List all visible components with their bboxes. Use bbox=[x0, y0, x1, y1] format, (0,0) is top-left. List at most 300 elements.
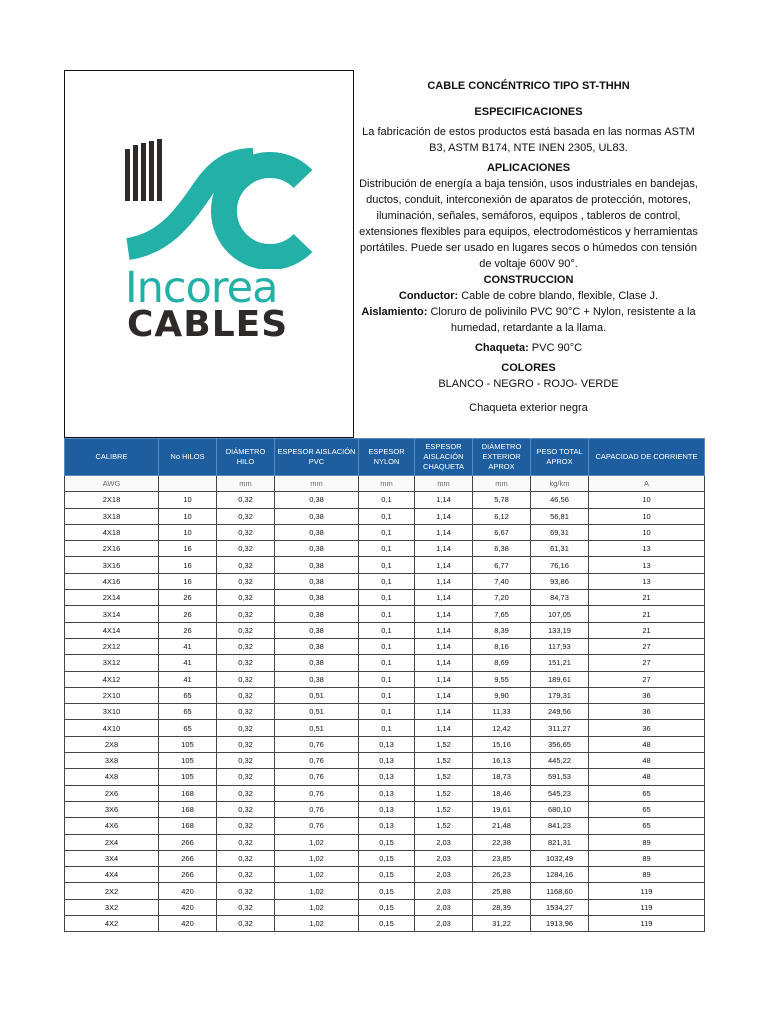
table-cell: 0,38 bbox=[275, 655, 359, 671]
table-cell: 0,32 bbox=[217, 818, 275, 834]
table-cell: 2X14 bbox=[65, 590, 159, 606]
table-cell: 16,13 bbox=[473, 753, 531, 769]
table-cell: 119 bbox=[589, 883, 705, 899]
table-cell: 0,15 bbox=[359, 850, 415, 866]
table-cell: 18,46 bbox=[473, 785, 531, 801]
table-cell: 1,14 bbox=[415, 573, 473, 589]
table-cell: 117,93 bbox=[531, 638, 589, 654]
table-cell: 133,19 bbox=[531, 622, 589, 638]
table-cell: 7,65 bbox=[473, 606, 531, 622]
cable-specs-table bbox=[64, 438, 705, 932]
table-cell: 0,1 bbox=[359, 638, 415, 654]
unit-cell: A bbox=[589, 476, 705, 492]
specifications-panel bbox=[354, 70, 703, 416]
table-cell: 0,1 bbox=[359, 687, 415, 703]
table-cell: 0,1 bbox=[359, 508, 415, 524]
table-cell: 0,38 bbox=[275, 492, 359, 508]
table-cell: 0,13 bbox=[359, 736, 415, 752]
table-header-row bbox=[65, 439, 705, 476]
table-cell: 0,32 bbox=[217, 508, 275, 524]
table-cell: 10 bbox=[159, 508, 217, 524]
table-cell: 1534,27 bbox=[531, 899, 589, 915]
table-cell: 1,14 bbox=[415, 638, 473, 654]
table-cell: 6,67 bbox=[473, 524, 531, 540]
table-row bbox=[65, 899, 705, 915]
unit-cell: mm bbox=[275, 476, 359, 492]
table-cell: 420 bbox=[159, 916, 217, 932]
table-cell: 10 bbox=[159, 492, 217, 508]
table-cell: 16 bbox=[159, 557, 217, 573]
table-cell: 0,76 bbox=[275, 753, 359, 769]
table-cell: 8,39 bbox=[473, 622, 531, 638]
table-cell: 1,52 bbox=[415, 753, 473, 769]
table-row bbox=[65, 492, 705, 508]
table-cell: 11,33 bbox=[473, 704, 531, 720]
table-cell: 0,38 bbox=[275, 541, 359, 557]
table-cell: 3X10 bbox=[65, 704, 159, 720]
aplicaciones-heading: APLICACIONES bbox=[486, 162, 571, 174]
table-cell: 7,40 bbox=[473, 573, 531, 589]
table-cell: 10 bbox=[159, 524, 217, 540]
table-row bbox=[65, 704, 705, 720]
table-row bbox=[65, 622, 705, 638]
table-cell: 0,32 bbox=[217, 590, 275, 606]
table-cell: 0,38 bbox=[275, 573, 359, 589]
table-row bbox=[65, 638, 705, 654]
table-cell: 10 bbox=[589, 492, 705, 508]
table-cell: 0,32 bbox=[217, 753, 275, 769]
table-row bbox=[65, 916, 705, 932]
table-cell: 266 bbox=[159, 834, 217, 850]
unit-cell: mm bbox=[359, 476, 415, 492]
table-row bbox=[65, 720, 705, 736]
table-cell: 0,38 bbox=[275, 590, 359, 606]
table-cell: 311,27 bbox=[531, 720, 589, 736]
table-cell: 0,13 bbox=[359, 801, 415, 817]
table-cell: 0,32 bbox=[217, 850, 275, 866]
table-cell: 1,02 bbox=[275, 883, 359, 899]
table-cell: 356,65 bbox=[531, 736, 589, 752]
table-cell: 445,22 bbox=[531, 753, 589, 769]
brand-name-bottom: CABLES bbox=[127, 304, 289, 345]
table-cell: 1,14 bbox=[415, 606, 473, 622]
table-row bbox=[65, 671, 705, 687]
table-cell: 420 bbox=[159, 883, 217, 899]
table-cell: 0,32 bbox=[217, 720, 275, 736]
table-cell: 0,15 bbox=[359, 883, 415, 899]
table-cell: 0,13 bbox=[359, 769, 415, 785]
table-cell: 23,85 bbox=[473, 850, 531, 866]
table-cell: 16 bbox=[159, 541, 217, 557]
table-cell: 0,15 bbox=[359, 916, 415, 932]
table-cell: 1,02 bbox=[275, 834, 359, 850]
table-cell: 61,31 bbox=[531, 541, 589, 557]
brand-name-top: Incorea bbox=[125, 263, 278, 313]
table-cell: 0,32 bbox=[217, 573, 275, 589]
colores-text: BLANCO - NEGRO - ROJO- VERDE bbox=[438, 378, 619, 390]
table-cell: 3X6 bbox=[65, 801, 159, 817]
chaqueta-label: Chaqueta: bbox=[474, 342, 529, 354]
table-cell: 4X8 bbox=[65, 769, 159, 785]
chaqueta-exterior-text: Chaqueta exterior negra bbox=[469, 402, 588, 414]
table-cell: 1,14 bbox=[415, 687, 473, 703]
aislamiento-text: Cloruro de polivinilo PVC 90°C + Nylon, resistente a la humedad, retardante a la llama. bbox=[427, 306, 696, 334]
table-cell: 179,31 bbox=[531, 687, 589, 703]
table-row bbox=[65, 508, 705, 524]
construccion-heading: CONSTRUCCION bbox=[483, 274, 574, 286]
header-espesor-chaqueta: ESPESOR AISLACIÓN CHAQUETA bbox=[415, 439, 473, 476]
table-cell: 0,32 bbox=[217, 736, 275, 752]
table-cell: 0,38 bbox=[275, 557, 359, 573]
table-cell: 0,15 bbox=[359, 867, 415, 883]
table-cell: 65 bbox=[159, 704, 217, 720]
table-cell: 12,42 bbox=[473, 720, 531, 736]
aplicaciones-text: Distribución de energía a baja tensión, usos industriales en bandejas, ductos, conduit, interconexión de aparatos de protección, motores, iluminación, señales, semáforos, equipos , tableros de control, extensiones flexibles para equipos, electrodomésticos y herramientas portátiles. Puede ser usado en lugares secos o húmedos con tensión de voltaje 600V 90°. bbox=[359, 178, 698, 270]
table-cell: 2X18 bbox=[65, 492, 159, 508]
table-cell: 27 bbox=[589, 671, 705, 687]
table-row bbox=[65, 590, 705, 606]
conductor-text: Cable de cobre blando, flexible, Clase J. bbox=[458, 290, 659, 302]
table-cell: 545,23 bbox=[531, 785, 589, 801]
table-cell: 2X6 bbox=[65, 785, 159, 801]
table-cell: 2X4 bbox=[65, 834, 159, 850]
table-row bbox=[65, 736, 705, 752]
table-cell: 0,32 bbox=[217, 883, 275, 899]
table-cell: 0,15 bbox=[359, 834, 415, 850]
header-no-hilos: No HILOS bbox=[159, 439, 217, 476]
table-row bbox=[65, 557, 705, 573]
table-cell: 18,73 bbox=[473, 769, 531, 785]
table-cell: 1,14 bbox=[415, 704, 473, 720]
table-cell: 0,32 bbox=[217, 557, 275, 573]
table-cell: 4X4 bbox=[65, 867, 159, 883]
table-cell: 2,03 bbox=[415, 834, 473, 850]
table-cell: 2X2 bbox=[65, 883, 159, 899]
table-cell: 105 bbox=[159, 769, 217, 785]
table-cell: 0,32 bbox=[217, 492, 275, 508]
table-cell: 21,48 bbox=[473, 818, 531, 834]
table-cell: 4X2 bbox=[65, 916, 159, 932]
table-cell: 56,81 bbox=[531, 508, 589, 524]
header-espesor-pvc: ESPESOR AISLACIÓN PVC bbox=[275, 439, 359, 476]
table-cell: 0,1 bbox=[359, 541, 415, 557]
table-cell: 1,14 bbox=[415, 541, 473, 557]
table-cell: 1,14 bbox=[415, 524, 473, 540]
table-cell: 0,32 bbox=[217, 785, 275, 801]
table-cell: 0,76 bbox=[275, 801, 359, 817]
table-cell: 41 bbox=[159, 671, 217, 687]
table-cell: 105 bbox=[159, 753, 217, 769]
table-cell: 0,38 bbox=[275, 524, 359, 540]
table-row bbox=[65, 867, 705, 883]
table-cell: 1,52 bbox=[415, 785, 473, 801]
table-cell: 168 bbox=[159, 818, 217, 834]
table-cell: 0,1 bbox=[359, 622, 415, 638]
chaqueta-line bbox=[354, 340, 703, 356]
table-row bbox=[65, 541, 705, 557]
table-cell: 4X14 bbox=[65, 622, 159, 638]
table-cell: 2X12 bbox=[65, 638, 159, 654]
unit-cell: kg/km bbox=[531, 476, 589, 492]
table-cell: 2,03 bbox=[415, 850, 473, 866]
table-cell: 65 bbox=[159, 720, 217, 736]
table-cell: 0,13 bbox=[359, 785, 415, 801]
unit-cell bbox=[159, 476, 217, 492]
table-cell: 1,14 bbox=[415, 590, 473, 606]
table-cell: 0,13 bbox=[359, 818, 415, 834]
table-cell: 93,86 bbox=[531, 573, 589, 589]
table-cell: 3X2 bbox=[65, 899, 159, 915]
table-cell: 1,52 bbox=[415, 801, 473, 817]
header-diametro-hilo: DIÁMETRO HILO bbox=[217, 439, 275, 476]
table-cell: 0,38 bbox=[275, 622, 359, 638]
aislamiento-label: Aislamiento: bbox=[361, 306, 428, 318]
table-cell: 3X4 bbox=[65, 850, 159, 866]
table-cell: 0,32 bbox=[217, 704, 275, 720]
table-cell: 1,02 bbox=[275, 867, 359, 883]
table-cell: 19,61 bbox=[473, 801, 531, 817]
table-cell: 420 bbox=[159, 899, 217, 915]
header-capacidad-corriente: CAPACIDAD DE CORRIENTE bbox=[589, 439, 705, 476]
table-cell: 821,31 bbox=[531, 834, 589, 850]
table-cell: 0,32 bbox=[217, 916, 275, 932]
table-cell: 0,32 bbox=[217, 671, 275, 687]
table-cell: 6,77 bbox=[473, 557, 531, 573]
table-cell: 6,12 bbox=[473, 508, 531, 524]
table-cell: 0,32 bbox=[217, 606, 275, 622]
unit-cell: mm bbox=[473, 476, 531, 492]
table-cell: 107,05 bbox=[531, 606, 589, 622]
table-cell: 189,61 bbox=[531, 671, 589, 687]
table-cell: 266 bbox=[159, 850, 217, 866]
table-cell: 1032,49 bbox=[531, 850, 589, 866]
table-cell: 1,52 bbox=[415, 736, 473, 752]
table-cell: 1,14 bbox=[415, 655, 473, 671]
aislamiento-line bbox=[354, 304, 703, 336]
table-cell: 0,32 bbox=[217, 622, 275, 638]
table-cell: 48 bbox=[589, 736, 705, 752]
table-cell: 48 bbox=[589, 769, 705, 785]
table-cell: 13 bbox=[589, 573, 705, 589]
table-cell: 1,14 bbox=[415, 671, 473, 687]
table-cell: 26,23 bbox=[473, 867, 531, 883]
table-row bbox=[65, 753, 705, 769]
table-row bbox=[65, 818, 705, 834]
table-row bbox=[65, 785, 705, 801]
table-cell: 1,52 bbox=[415, 818, 473, 834]
table-cell: 1913,96 bbox=[531, 916, 589, 932]
conductor-line bbox=[354, 288, 703, 304]
table-cell: 1168,60 bbox=[531, 883, 589, 899]
table-cell: 249,56 bbox=[531, 704, 589, 720]
logo-panel bbox=[64, 70, 354, 438]
table-cell: 0,32 bbox=[217, 834, 275, 850]
units-row bbox=[65, 476, 705, 492]
table-cell: 89 bbox=[589, 867, 705, 883]
table-row bbox=[65, 606, 705, 622]
table-cell: 26 bbox=[159, 606, 217, 622]
table-cell: 4X10 bbox=[65, 720, 159, 736]
table-cell: 0,32 bbox=[217, 524, 275, 540]
table-cell: 1,14 bbox=[415, 508, 473, 524]
table-cell: 15,16 bbox=[473, 736, 531, 752]
table-cell: 8,69 bbox=[473, 655, 531, 671]
chaqueta-text: PVC 90°C bbox=[528, 342, 583, 354]
table-cell: 65 bbox=[159, 687, 217, 703]
table-cell: 1,02 bbox=[275, 916, 359, 932]
table-row bbox=[65, 655, 705, 671]
table-cell: 21 bbox=[589, 622, 705, 638]
table-cell: 69,31 bbox=[531, 524, 589, 540]
header-diametro-exterior: DIÁMETRO EXTERIOR APROX bbox=[473, 439, 531, 476]
table-cell: 28,39 bbox=[473, 899, 531, 915]
table-cell: 1,02 bbox=[275, 899, 359, 915]
table-cell: 0,38 bbox=[275, 671, 359, 687]
table-cell: 1,14 bbox=[415, 622, 473, 638]
table-cell: 0,1 bbox=[359, 573, 415, 589]
table-cell: 36 bbox=[589, 687, 705, 703]
table-cell: 0,32 bbox=[217, 801, 275, 817]
table-cell: 2,03 bbox=[415, 916, 473, 932]
table-cell: 3X16 bbox=[65, 557, 159, 573]
table-cell: 27 bbox=[589, 638, 705, 654]
table-cell: 0,1 bbox=[359, 671, 415, 687]
table-cell: 0,32 bbox=[217, 769, 275, 785]
table-cell: 0,76 bbox=[275, 785, 359, 801]
table-cell: 10 bbox=[589, 508, 705, 524]
table-cell: 84,73 bbox=[531, 590, 589, 606]
table-cell: 151,21 bbox=[531, 655, 589, 671]
especificaciones-text: La fabricación de estos productos está basada en las normas ASTM B3, ASTM B174, NTE INEN 2305, UL83. bbox=[362, 126, 695, 154]
table-cell: 7,20 bbox=[473, 590, 531, 606]
table-cell: 2X16 bbox=[65, 541, 159, 557]
table-cell: 1,14 bbox=[415, 492, 473, 508]
table-cell: 3X18 bbox=[65, 508, 159, 524]
header-calibre: CALIBRE bbox=[65, 439, 159, 476]
table-cell: 0,1 bbox=[359, 704, 415, 720]
table-cell: 1,14 bbox=[415, 557, 473, 573]
table-cell: 0,32 bbox=[217, 541, 275, 557]
table-cell: 65 bbox=[589, 785, 705, 801]
header-peso-total: PESO TOTAL APROX bbox=[531, 439, 589, 476]
incorea-logo-icon bbox=[123, 139, 313, 269]
table-row bbox=[65, 834, 705, 850]
table-cell: 0,1 bbox=[359, 655, 415, 671]
table-cell: 9,90 bbox=[473, 687, 531, 703]
table-cell: 3X12 bbox=[65, 655, 159, 671]
table-cell: 5,78 bbox=[473, 492, 531, 508]
table-cell: 0,1 bbox=[359, 492, 415, 508]
conductor-label: Conductor: bbox=[398, 290, 459, 302]
table-cell: 76,16 bbox=[531, 557, 589, 573]
table-cell: 4X18 bbox=[65, 524, 159, 540]
table-cell: 2,03 bbox=[415, 867, 473, 883]
table-cell: 0,32 bbox=[217, 655, 275, 671]
table-cell: 0,32 bbox=[217, 687, 275, 703]
table-cell: 2X10 bbox=[65, 687, 159, 703]
table-cell: 89 bbox=[589, 850, 705, 866]
table-row bbox=[65, 687, 705, 703]
table-cell: 841,23 bbox=[531, 818, 589, 834]
table-cell: 21 bbox=[589, 590, 705, 606]
unit-cell: mm bbox=[415, 476, 473, 492]
table-cell: 0,38 bbox=[275, 508, 359, 524]
table-cell: 16 bbox=[159, 573, 217, 589]
table-cell: 36 bbox=[589, 720, 705, 736]
table-cell: 168 bbox=[159, 785, 217, 801]
table-cell: 2,03 bbox=[415, 883, 473, 899]
table-cell: 0,51 bbox=[275, 704, 359, 720]
table-cell: 680,10 bbox=[531, 801, 589, 817]
table-cell: 26 bbox=[159, 590, 217, 606]
table-cell: 266 bbox=[159, 867, 217, 883]
table-cell: 3X8 bbox=[65, 753, 159, 769]
table-cell: 13 bbox=[589, 541, 705, 557]
table-cell: 4X12 bbox=[65, 671, 159, 687]
table-cell: 0,1 bbox=[359, 524, 415, 540]
table-cell: 0,32 bbox=[217, 899, 275, 915]
table-cell: 0,1 bbox=[359, 557, 415, 573]
table-cell: 0,1 bbox=[359, 606, 415, 622]
table-cell: 0,1 bbox=[359, 720, 415, 736]
table-cell: 36 bbox=[589, 704, 705, 720]
table-cell: 119 bbox=[589, 899, 705, 915]
table-cell: 31,22 bbox=[473, 916, 531, 932]
table-cell: 0,76 bbox=[275, 818, 359, 834]
table-cell: 0,38 bbox=[275, 638, 359, 654]
table-cell: 0,13 bbox=[359, 753, 415, 769]
table-cell: 25,88 bbox=[473, 883, 531, 899]
table-row bbox=[65, 850, 705, 866]
table-cell: 27 bbox=[589, 655, 705, 671]
table-cell: 0,15 bbox=[359, 899, 415, 915]
unit-cell: AWG bbox=[65, 476, 159, 492]
table-cell: 2X8 bbox=[65, 736, 159, 752]
table-cell: 22,38 bbox=[473, 834, 531, 850]
table-cell: 6,38 bbox=[473, 541, 531, 557]
table-cell: 1,02 bbox=[275, 850, 359, 866]
especificaciones-heading: ESPECIFICACIONES bbox=[474, 106, 583, 118]
table-cell: 119 bbox=[589, 916, 705, 932]
table-cell: 3X14 bbox=[65, 606, 159, 622]
table-cell: 4X16 bbox=[65, 573, 159, 589]
table-cell: 0,38 bbox=[275, 606, 359, 622]
table-cell: 591,53 bbox=[531, 769, 589, 785]
table-cell: 0,32 bbox=[217, 867, 275, 883]
table-cell: 2,03 bbox=[415, 899, 473, 915]
table-cell: 1284,16 bbox=[531, 867, 589, 883]
table-cell: 65 bbox=[589, 801, 705, 817]
header-espesor-nylon: ESPESOR NYLON bbox=[359, 439, 415, 476]
table-cell: 0,76 bbox=[275, 736, 359, 752]
table-cell: 89 bbox=[589, 834, 705, 850]
table-cell: 1,14 bbox=[415, 720, 473, 736]
table-cell: 41 bbox=[159, 638, 217, 654]
table-cell: 0,32 bbox=[217, 638, 275, 654]
table-cell: 0,76 bbox=[275, 769, 359, 785]
unit-cell: mm bbox=[217, 476, 275, 492]
table-row bbox=[65, 769, 705, 785]
table-cell: 21 bbox=[589, 606, 705, 622]
table-cell: 10 bbox=[589, 524, 705, 540]
table-cell: 41 bbox=[159, 655, 217, 671]
table-cell: 8,16 bbox=[473, 638, 531, 654]
table-cell: 0,1 bbox=[359, 590, 415, 606]
table-cell: 46,56 bbox=[531, 492, 589, 508]
product-title: CABLE CONCÉNTRICO TIPO ST-THHN bbox=[427, 80, 630, 92]
table-cell: 0,51 bbox=[275, 720, 359, 736]
table-cell: 0,51 bbox=[275, 687, 359, 703]
